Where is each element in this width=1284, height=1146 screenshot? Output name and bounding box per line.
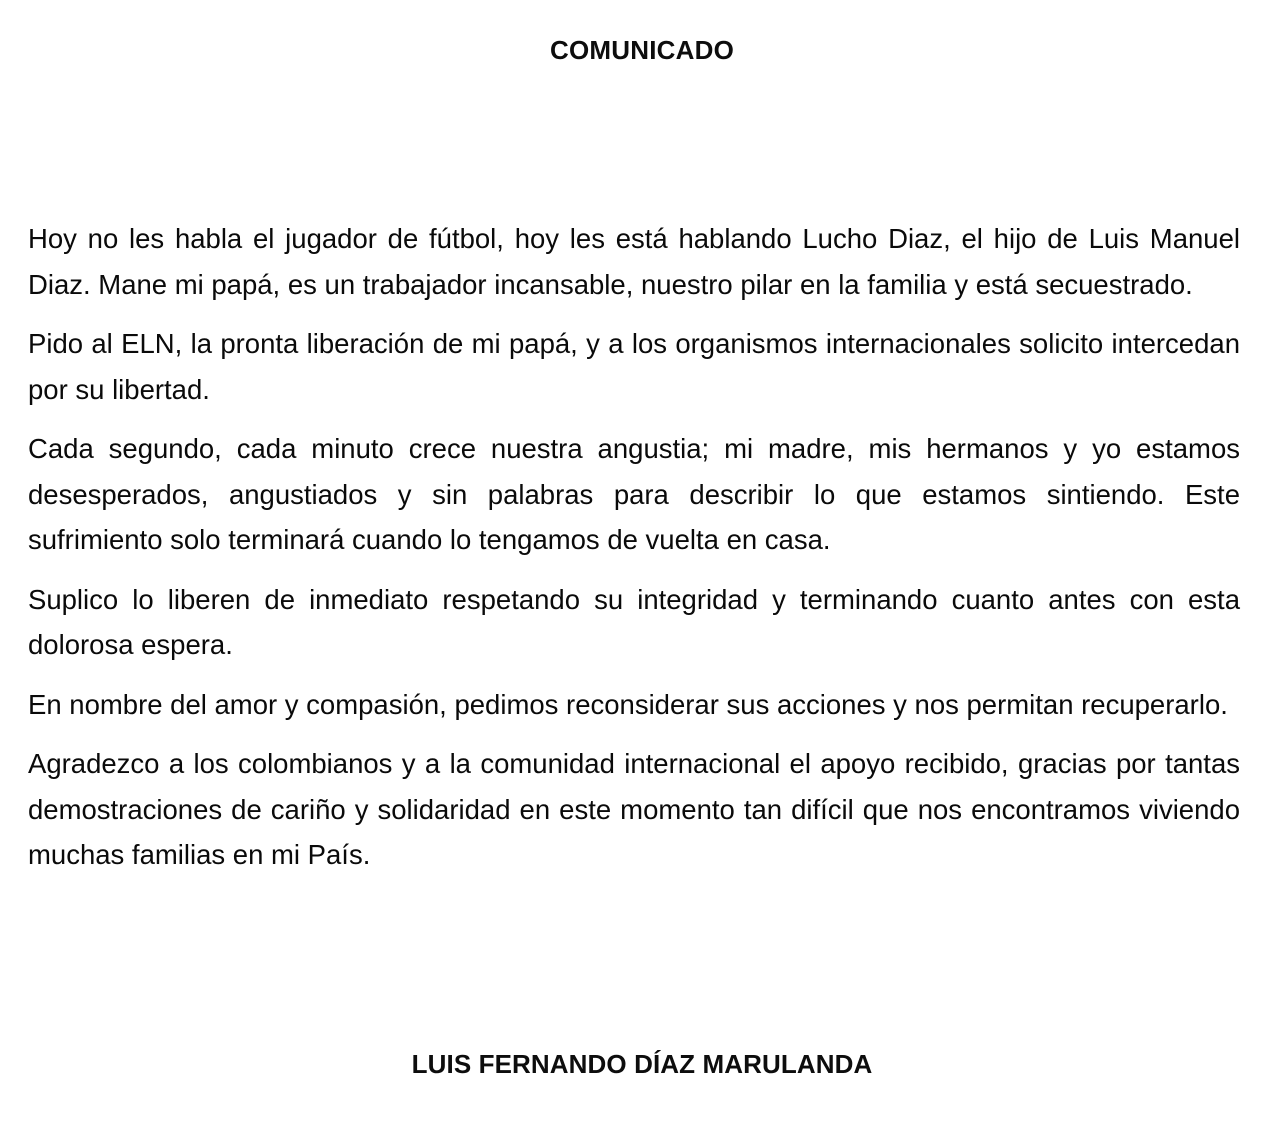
paragraph: Hoy no les habla el jugador de fútbol, hoy les está hablando Lucho Diaz, el hijo de Luis Manuel Diaz. Mane mi papá, es un trabajador incansable, nuestro pilar en la familia y está secuestrado. xyxy=(28,223,1240,300)
paragraph: Agradezco a los colombianos y a la comunidad internacional el apoyo recibido, gracias por tantas demostraciones de cariño y solidaridad en este momento tan difícil que nos encontramos viviendo muchas familias en mi País. xyxy=(28,748,1240,870)
page-title: COMUNICADO xyxy=(550,35,734,65)
paragraph: Suplico lo liberen de inmediato respetando su integridad y terminando cuanto antes con esta dolorosa espera. xyxy=(28,583,1240,660)
signature-name: LUIS FERNANDO DÍAZ MARULANDA xyxy=(411,1049,873,1079)
document-body xyxy=(28,216,1240,878)
paragraph: En nombre del amor y compasión, pedimos reconsiderar sus acciones y nos permitan recuperarlo. xyxy=(28,688,1228,720)
paragraph: Pido al ELN, la pronta liberación de mi papá, y a los organismos internacionales solicito intercedan por su libertad. xyxy=(28,328,1240,405)
paragraph: Cada segundo, cada minuto crece nuestra angustia; mi madre, mis hermanos y yo estamos desesperados, angustiados y sin palabras para describir lo que estamos sintiendo. Este sufrimiento solo terminará cuando lo tengamos de vuelta en casa. xyxy=(28,433,1240,555)
